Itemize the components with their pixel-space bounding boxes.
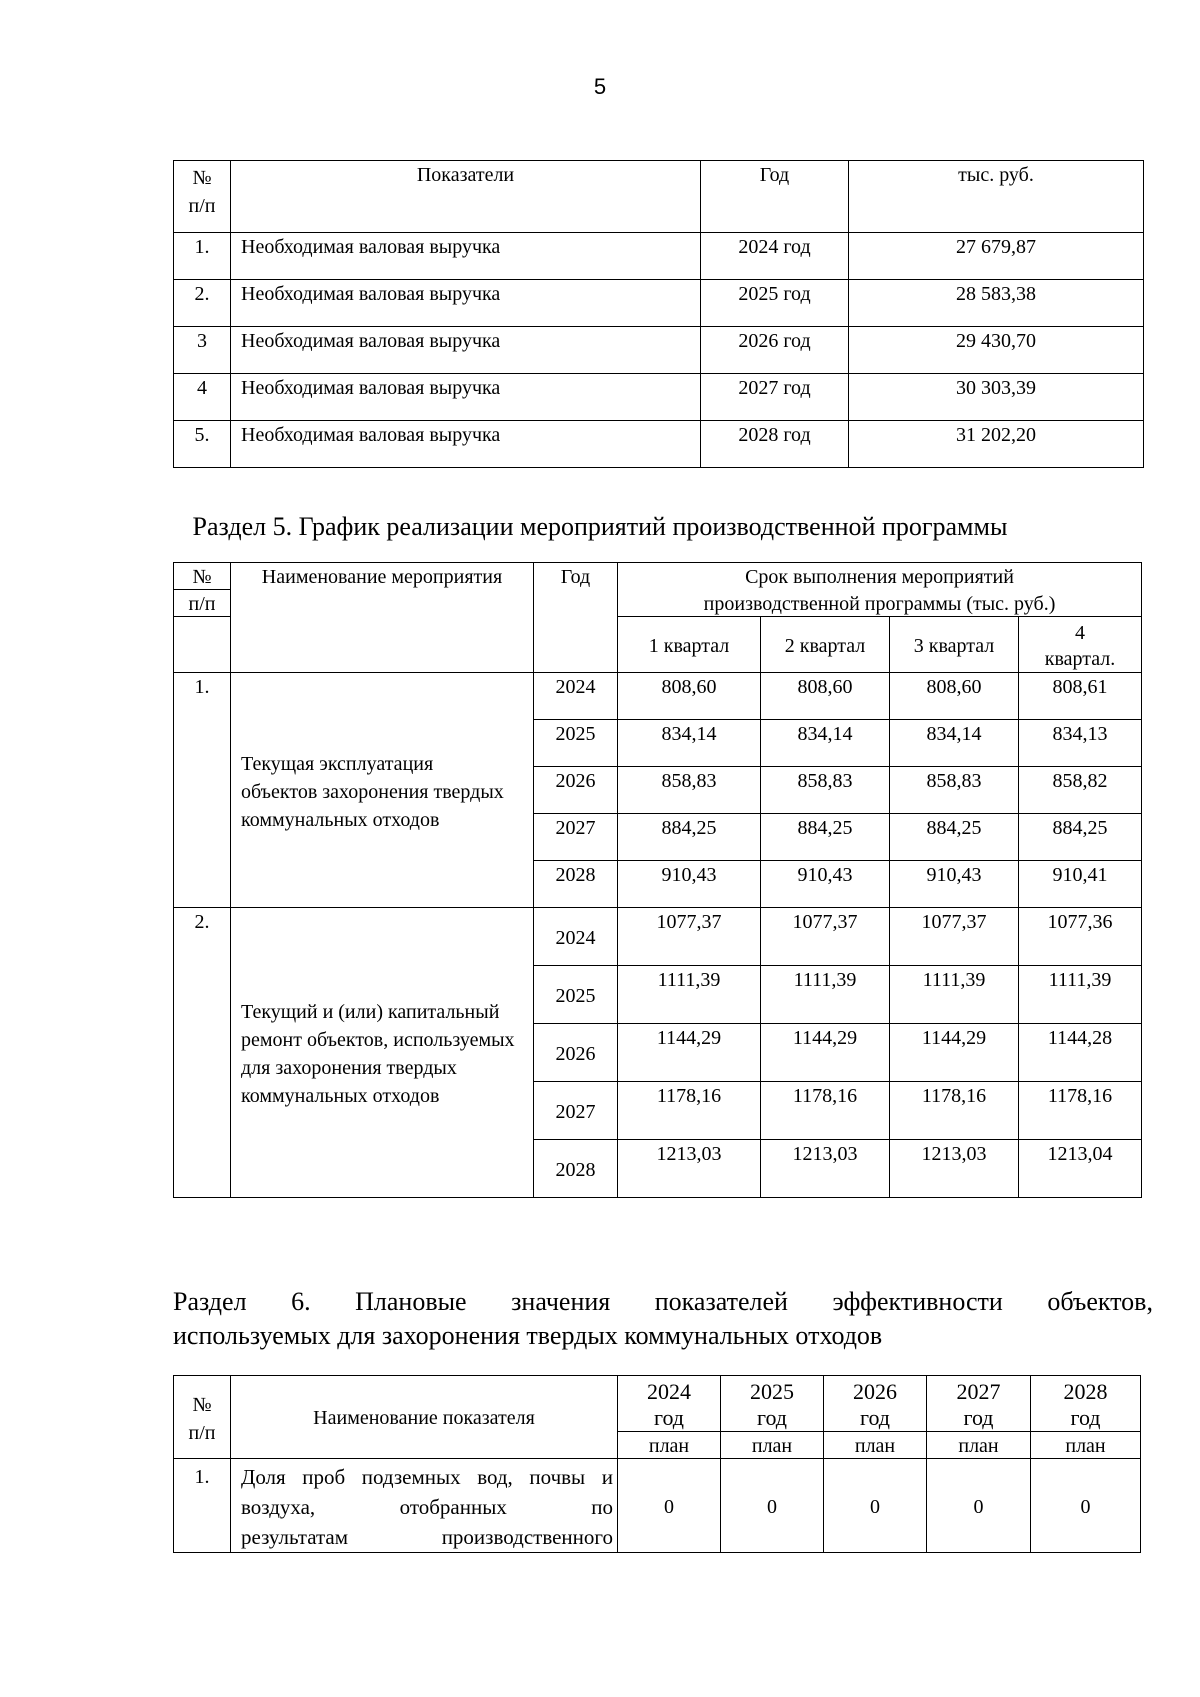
cell-value-2027: 0: [927, 1459, 1031, 1553]
cell-q2: 1178,16: [761, 1082, 890, 1140]
cell-num: 3: [174, 327, 231, 374]
table-header-row: [174, 161, 1144, 233]
cell-num: 2.: [174, 908, 231, 1198]
cell-q1: 1213,03: [618, 1140, 761, 1198]
table-row: [174, 374, 1144, 421]
col-header-indicators: Показатели: [231, 161, 701, 233]
section-6-title: [173, 1285, 1153, 1353]
cell-year: 2024: [534, 673, 618, 720]
cell-q4: 884,25: [1019, 814, 1142, 861]
q4-number: 4: [1075, 622, 1085, 644]
col-header-plan: план: [618, 1432, 721, 1459]
cell-event-name: Текущий и (или) капитальный ремонт объектов, используемых для захоронения твердых коммунальных отходов: [231, 908, 534, 1198]
cell-q3: 808,60: [890, 673, 1019, 720]
cell-q3: 1178,16: [890, 1082, 1019, 1140]
title-word: Плановые: [355, 1287, 467, 1316]
cell-q2: 884,25: [761, 814, 890, 861]
col-header-term-a: Срок выполнения мероприятий: [618, 563, 1142, 590]
cell-value-2025: 0: [721, 1459, 824, 1553]
cell-q4: 858,82: [1019, 767, 1142, 814]
cell-indicator: Необходимая валовая выручка: [231, 421, 701, 468]
col-header-q4: [1019, 617, 1142, 673]
table-row: [174, 280, 1144, 327]
col-header-num-b: п/п: [174, 590, 231, 617]
cell-year: 2026 год: [701, 327, 849, 374]
col-header-q3: 3 квартал: [890, 617, 1019, 673]
cell-q2: 910,43: [761, 861, 890, 908]
cell-num: 4: [174, 374, 231, 421]
table-header-row: [174, 563, 1142, 590]
cell-q4: 1213,04: [1019, 1140, 1142, 1198]
cell-q2: 1144,29: [761, 1024, 890, 1082]
cell-q2: 1077,37: [761, 908, 890, 966]
col-header-year-2026: 2026 год: [824, 1376, 927, 1432]
cell-q1: 1111,39: [618, 966, 761, 1024]
cell-year: 2026: [534, 767, 618, 814]
cell-q4: 910,41: [1019, 861, 1142, 908]
col-header-indicator-name: Наименование показателя: [231, 1376, 618, 1459]
cell-year: 2026: [534, 1024, 618, 1082]
cell-q3: 1144,29: [890, 1024, 1019, 1082]
cell-indicator: Необходимая валовая выручка: [231, 233, 701, 280]
col-header-num: № п/п: [174, 161, 231, 233]
col-header-year-2025: 2025 год: [721, 1376, 824, 1432]
cell-q1: 884,25: [618, 814, 761, 861]
cell-q1: 1077,37: [618, 908, 761, 966]
table-row: [174, 908, 1142, 966]
cell-q4: 1111,39: [1019, 966, 1142, 1024]
cell-q2: 1111,39: [761, 966, 890, 1024]
cell-year: 2025: [534, 720, 618, 767]
revenue-table: [173, 160, 1144, 468]
title-word: объектов,: [1047, 1287, 1153, 1316]
cell-q3: 834,14: [890, 720, 1019, 767]
cell-q1: 910,43: [618, 861, 761, 908]
cell-q3: 1077,37: [890, 908, 1019, 966]
col-header-year-2027: 2027 год: [927, 1376, 1031, 1432]
cell-indicator: Необходимая валовая выручка: [231, 327, 701, 374]
col-header-num: № п/п: [174, 1376, 231, 1459]
col-header-year: Год: [701, 161, 849, 233]
table-row: [174, 673, 1142, 720]
cell-value-2026: 0: [824, 1459, 927, 1553]
cell-year: 2028: [534, 861, 618, 908]
indicator-name-line: Доля проб подземных вод, почвы и: [241, 1465, 613, 1489]
col-header-plan: план: [927, 1432, 1031, 1459]
col-header-plan: план: [1031, 1432, 1141, 1459]
cell-q3: 1213,03: [890, 1140, 1019, 1198]
cell-year: 2024: [534, 908, 618, 966]
col-header-term-b: производственной программы (тыс. руб.): [618, 590, 1142, 617]
cell-q3: 858,83: [890, 767, 1019, 814]
cell-q4: 834,13: [1019, 720, 1142, 767]
cell-q2: 834,14: [761, 720, 890, 767]
cell-amount: 27 679,87: [849, 233, 1144, 280]
section-6-title-line2: используемых для захоронения твердых коммунальных отходов: [173, 1321, 883, 1350]
cell-num: 1.: [174, 673, 231, 908]
table-row: [174, 421, 1144, 468]
indicator-name-line: воздуха, отобранных по: [241, 1495, 613, 1519]
cell-year: 2028: [534, 1140, 618, 1198]
title-word: 6.: [291, 1287, 311, 1316]
cell-q2: 858,83: [761, 767, 890, 814]
cell-year: 2027: [534, 814, 618, 861]
cell-q4: 808,61: [1019, 673, 1142, 720]
title-word: эффективности: [832, 1287, 1003, 1316]
cell-amount: 29 430,70: [849, 327, 1144, 374]
col-header-num-blank: [174, 617, 231, 673]
col-header-year: Год: [534, 563, 618, 673]
table-row: [174, 1459, 1141, 1553]
col-header-q1: 1 квартал: [618, 617, 761, 673]
col-header-q2: 2 квартал: [761, 617, 890, 673]
cell-amount: 31 202,20: [849, 421, 1144, 468]
cell-q4: 1077,36: [1019, 908, 1142, 966]
cell-year: 2027 год: [701, 374, 849, 421]
cell-q3: 910,43: [890, 861, 1019, 908]
cell-q3: 884,25: [890, 814, 1019, 861]
cell-year: 2025: [534, 966, 618, 1024]
section-6-title-line1: [173, 1285, 1153, 1319]
efficiency-table: [173, 1375, 1141, 1553]
cell-indicator-name: [231, 1459, 618, 1553]
title-word: Раздел: [173, 1287, 247, 1316]
cell-num: 1.: [174, 1459, 231, 1553]
table-header-row: [174, 1376, 1141, 1432]
col-header-num-a: №: [174, 563, 231, 590]
cell-value-2024: 0: [618, 1459, 721, 1553]
col-header-plan: план: [721, 1432, 824, 1459]
page-number: 5: [593, 74, 607, 99]
cell-q2: 1213,03: [761, 1140, 890, 1198]
cell-num: 2.: [174, 280, 231, 327]
cell-event-name: Текущая эксплуатация объектов захоронения твердых коммунальных отходов: [231, 673, 534, 908]
cell-q2: 808,60: [761, 673, 890, 720]
cell-q3: 1111,39: [890, 966, 1019, 1024]
cell-value-2028: 0: [1031, 1459, 1141, 1553]
col-header-year-2024: 2024 год: [618, 1376, 721, 1432]
section-5-title: Раздел 5. График реализации мероприятий производственной программы: [192, 512, 1008, 541]
cell-indicator: Необходимая валовая выручка: [231, 374, 701, 421]
cell-year: 2024 год: [701, 233, 849, 280]
cell-q1: 834,14: [618, 720, 761, 767]
q4-label: квартал.: [1044, 648, 1116, 670]
schedule-table: [173, 562, 1142, 1198]
title-word: значения: [511, 1287, 611, 1316]
cell-q4: 1178,16: [1019, 1082, 1142, 1140]
cell-q1: 808,60: [618, 673, 761, 720]
table-row: [174, 233, 1144, 280]
cell-q1: 1178,16: [618, 1082, 761, 1140]
table-row: [174, 327, 1144, 374]
cell-amount: 30 303,39: [849, 374, 1144, 421]
cell-year: 2027: [534, 1082, 618, 1140]
col-header-plan: план: [824, 1432, 927, 1459]
cell-indicator: Необходимая валовая выручка: [231, 280, 701, 327]
cell-q1: 1144,29: [618, 1024, 761, 1082]
cell-num: 1.: [174, 233, 231, 280]
indicator-name-line: результатам производственного: [241, 1525, 613, 1549]
col-header-event-name: Наименование мероприятия: [231, 563, 534, 673]
title-word: показателей: [654, 1287, 788, 1316]
cell-year: 2025 год: [701, 280, 849, 327]
cell-q4: 1144,28: [1019, 1024, 1142, 1082]
col-header-year-2028: 2028 год: [1031, 1376, 1141, 1432]
cell-num: 5.: [174, 421, 231, 468]
cell-q1: 858,83: [618, 767, 761, 814]
col-header-amount: тыс. руб.: [849, 161, 1144, 233]
cell-year: 2028 год: [701, 421, 849, 468]
cell-amount: 28 583,38: [849, 280, 1144, 327]
